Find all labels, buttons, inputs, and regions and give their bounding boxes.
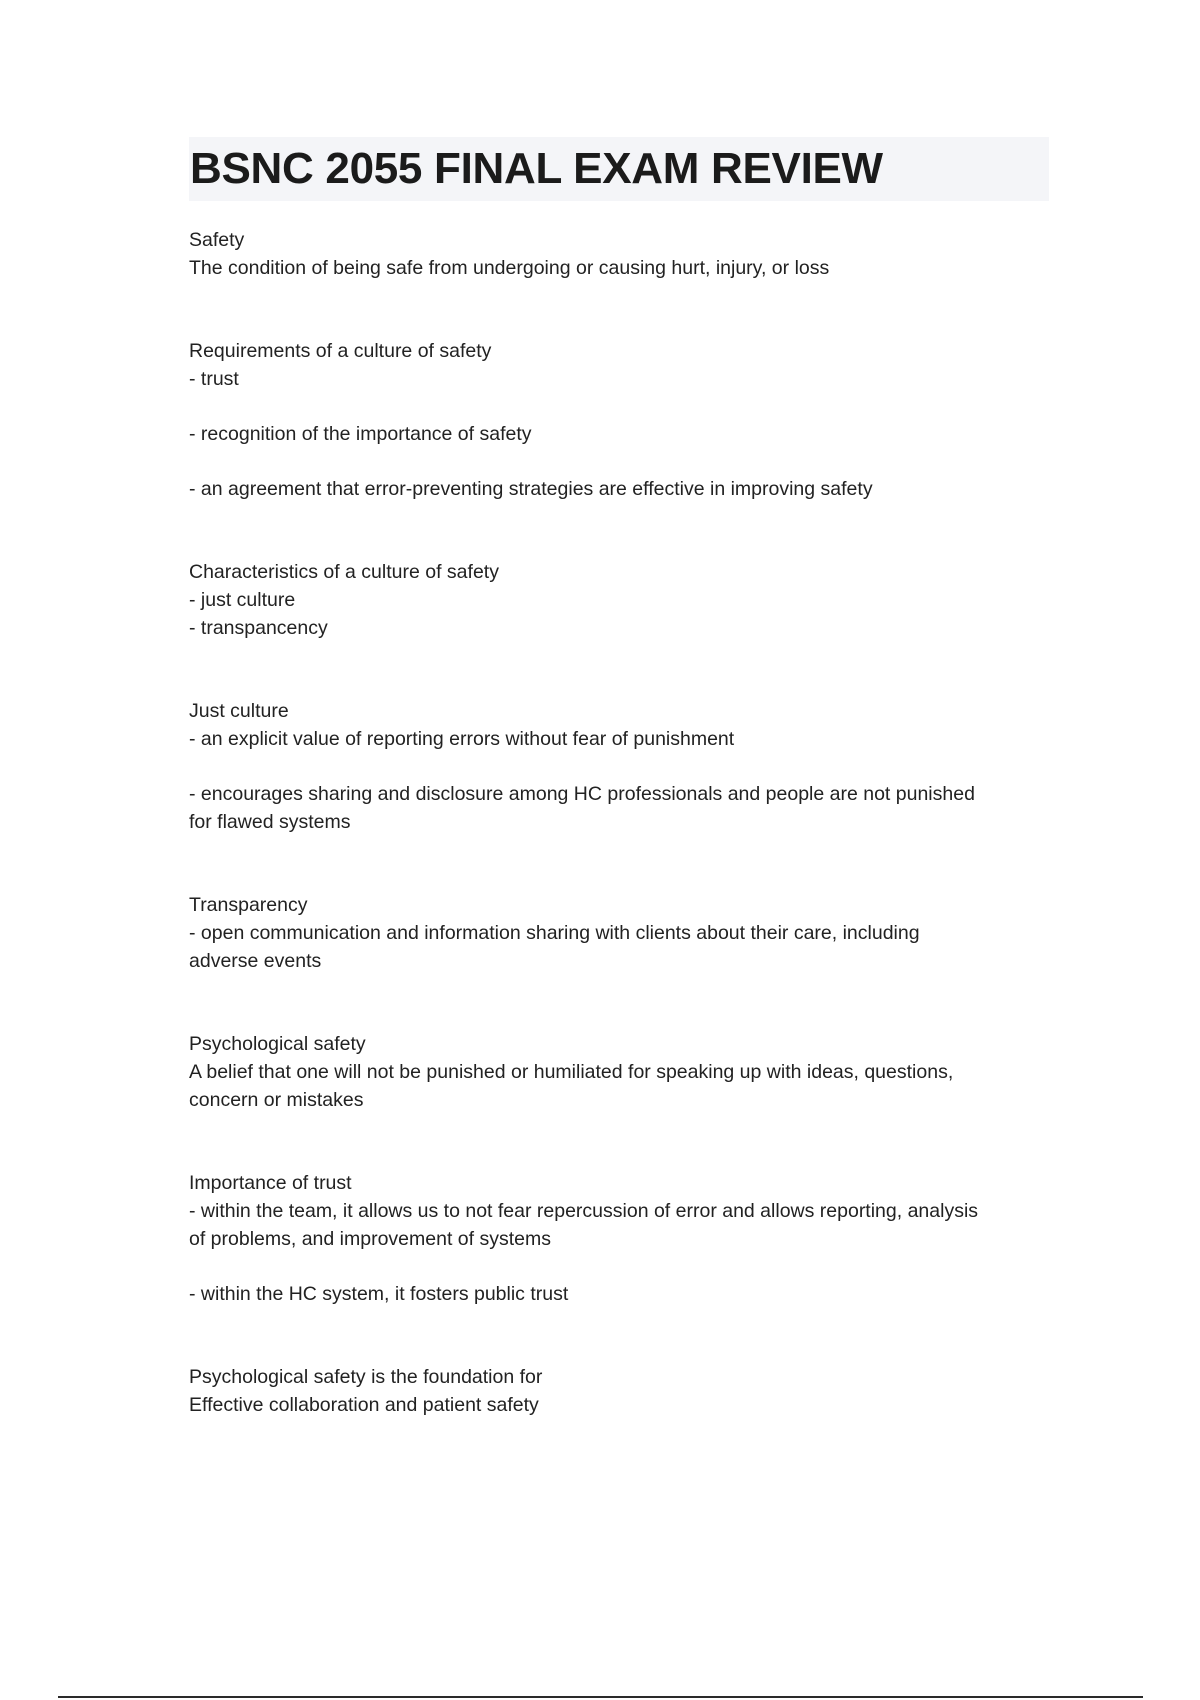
entry-safety — [189, 226, 1069, 282]
entry-definition-line: - transpancency — [189, 617, 328, 639]
entry-just-culture — [189, 697, 1069, 836]
entry-characteristics-culture-of-safety — [189, 558, 1069, 642]
entry-term: Importance of trust — [189, 1172, 352, 1194]
entry-term: Psychological safety is the foundation for — [189, 1366, 543, 1388]
review-content — [189, 226, 1069, 1474]
document-title: BSNC 2055 FINAL EXAM REVIEW — [190, 144, 883, 193]
entry-term: Just culture — [189, 700, 289, 722]
entry-term: Transparency — [189, 894, 308, 916]
entry-definition-line: The condition of being safe from undergoing or causing hurt, injury, or loss — [189, 257, 830, 279]
title-banner — [189, 137, 1049, 201]
entry-definition-line: - recognition of the importance of safety — [189, 423, 532, 445]
entry-definition-line: concern or mistakes — [189, 1089, 364, 1111]
entry-definition-line: - within the team, it allows us to not fear repercussion of error and allows reporting, analysis — [189, 1200, 979, 1222]
entry-definition-line: - within the HC system, it fosters public trust — [189, 1283, 569, 1305]
entry-transparency — [189, 891, 1069, 975]
entry-definition-line: A belief that one will not be punished or humiliated for speaking up with ideas, questions, — [189, 1061, 954, 1083]
entry-definition-line: - open communication and information sharing with clients about their care, including — [189, 922, 920, 944]
entry-definition-line: - encourages sharing and disclosure among HC professionals and people are not punished — [189, 783, 975, 805]
entry-importance-of-trust — [189, 1169, 1069, 1308]
entry-definition-line: of problems, and improvement of systems — [189, 1228, 551, 1250]
footer-divider — [58, 1696, 1143, 1698]
entry-term: Psychological safety — [189, 1033, 366, 1055]
entry-definition-line: adverse events — [189, 950, 322, 972]
entry-definition-line: - an agreement that error-preventing strategies are effective in improving safety — [189, 478, 873, 500]
entry-definition-line: for flawed systems — [189, 811, 351, 833]
entry-definition-line: - just culture — [189, 589, 296, 611]
entry-psychological-safety-foundation — [189, 1363, 1069, 1419]
entry-requirements-culture-of-safety — [189, 337, 1069, 503]
entry-definition-line: - an explicit value of reporting errors without fear of punishment — [189, 728, 735, 750]
entry-term: Characteristics of a culture of safety — [189, 561, 499, 583]
entry-psychological-safety — [189, 1030, 1069, 1114]
entry-definition-line: - trust — [189, 368, 239, 390]
entry-definition-line: Effective collaboration and patient safety — [189, 1394, 539, 1416]
entry-term: Requirements of a culture of safety — [189, 340, 492, 362]
entry-term: Safety — [189, 229, 245, 251]
